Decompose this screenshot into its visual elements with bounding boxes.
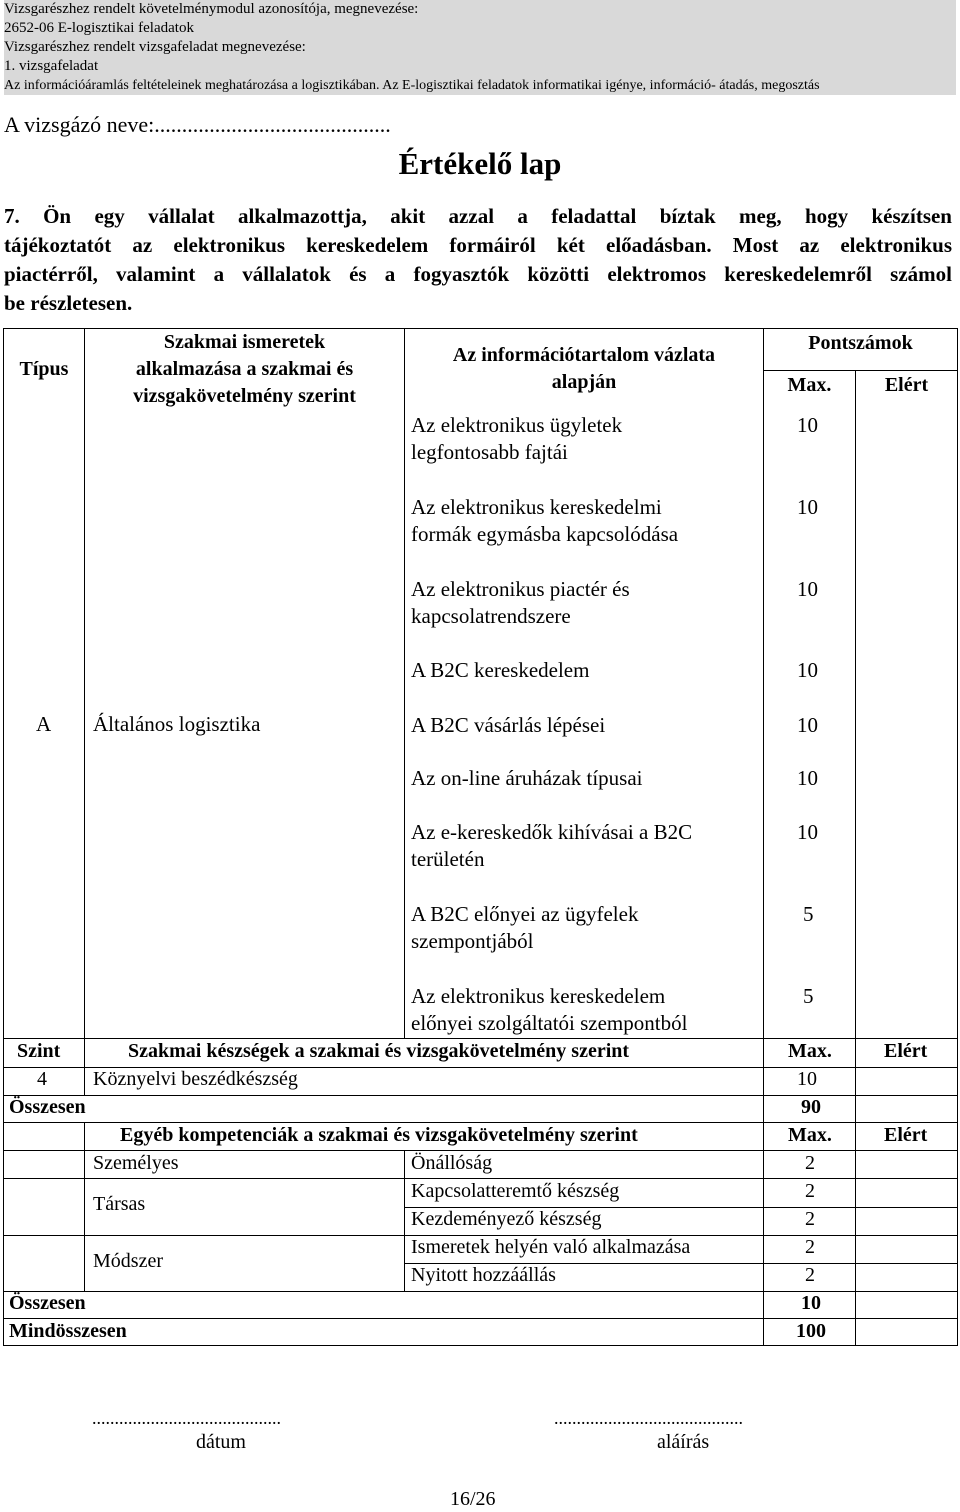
header-module-name: 2652-06 E-logisztikai feladatok bbox=[4, 19, 956, 38]
competence-achieved-header: Elért bbox=[884, 1124, 928, 1146]
header-module-label: Vizsgarészhez rendelt követelménymodul azonosítója, megnevezése: bbox=[4, 0, 956, 19]
header-text: vizsgakövetelmény szerint bbox=[133, 385, 356, 407]
header-text: Az információtartalom vázlata bbox=[452, 344, 716, 366]
competence-name: Ismeretek helyén való alkalmazása bbox=[411, 1236, 691, 1258]
list-item: Az e-kereskedők kihívásai a B2C területén bbox=[411, 820, 693, 871]
item-max-points: 10 bbox=[797, 820, 818, 844]
total-label: Összesen bbox=[9, 1292, 86, 1314]
competence-group: Módszer bbox=[93, 1250, 163, 1272]
list-item: Az elektronikus piactér és kapcsolatrendszere bbox=[411, 577, 630, 628]
header-task-title: Az információáramlás feltételeinek meghatározása a logisztikában. Az E-logisztikai feladatok informatikai igénye, információ- átadás, megosztás bbox=[4, 76, 956, 95]
list-item: A B2C kereskedelem bbox=[411, 658, 590, 682]
competence-heading: Egyéb kompetenciák a szakmai és vizsgakövetelmény szerint bbox=[120, 1124, 638, 1146]
competence-name: Nyitott hozzáállás bbox=[411, 1264, 556, 1286]
competence-group: Személyes bbox=[93, 1152, 179, 1174]
competence-name: Kapcsolatteremtő készség bbox=[411, 1180, 620, 1202]
list-item: A B2C előnyei az ügyfelek szempontjából bbox=[411, 902, 639, 953]
competence-max-header: Max. bbox=[788, 1124, 832, 1146]
list-item: Az elektronikus ügyletek legfontosabb fajtái bbox=[411, 413, 623, 464]
header-task-number: 1. vizsgafeladat bbox=[4, 57, 956, 76]
task-line: be részletesen. bbox=[4, 291, 133, 315]
list-item: A B2C vásárlás lépései bbox=[411, 713, 606, 737]
competence-max: 2 bbox=[805, 1236, 815, 1258]
column-header-points: Pontszámok bbox=[808, 332, 913, 354]
skills-max-value: 10 bbox=[797, 1068, 817, 1090]
column-header-knowledge bbox=[85, 329, 404, 410]
skills-max-header: Max. bbox=[788, 1040, 832, 1062]
page-number: 16/26 bbox=[450, 1488, 496, 1510]
competence-max: 2 bbox=[805, 1264, 815, 1286]
type-value: A bbox=[36, 712, 52, 736]
task-line: tájékoztatót az elektronikus kereskedelem formáiról két előadásban. Most az elektronikus bbox=[4, 233, 952, 257]
item-max-points: 10 bbox=[797, 713, 818, 737]
date-line: .......................................... bbox=[92, 1408, 281, 1428]
task-line: piactérről, valamint a vállalatok és a fogyasztók közötti elektromos kereskedelemről számol bbox=[4, 262, 952, 286]
header-text: alapján bbox=[551, 371, 617, 393]
column-header-max: Max. bbox=[787, 374, 832, 396]
item-max-points: 5 bbox=[803, 984, 814, 1008]
item-max-points: 10 bbox=[797, 658, 818, 682]
column-header-content bbox=[405, 342, 763, 396]
skills-level-value: 4 bbox=[37, 1068, 47, 1090]
header-text: Szakmai ismeretek bbox=[163, 331, 326, 353]
header-task-label: Vizsgarészhez rendelt vizsgafeladat megnevezése: bbox=[4, 38, 956, 57]
item-max-points: 10 bbox=[797, 577, 818, 601]
competence-max: 2 bbox=[805, 1180, 815, 1202]
skills-name: Köznyelvi beszédkészség bbox=[93, 1068, 298, 1090]
total-value: 90 bbox=[801, 1096, 821, 1118]
page-title: Értékelő lap bbox=[398, 146, 562, 181]
competence-group: Társas bbox=[93, 1193, 146, 1215]
task-line: 7. Ön egy vállalat alkalmazottja, akit azzal a feladattal bíztak meg, hogy készítsen bbox=[4, 204, 952, 228]
competence-max: 2 bbox=[805, 1152, 815, 1174]
grand-total-label: Mindösszesen bbox=[9, 1320, 127, 1342]
list-item: Az elektronikus kereskedelmi formák egymásba kapcsolódása bbox=[411, 495, 679, 546]
competence-name: Kezdeményező készség bbox=[411, 1208, 602, 1230]
list-item: Az elektronikus kereskedelem előnyei szolgáltatói szempontból bbox=[411, 984, 688, 1035]
grand-total-value: 100 bbox=[796, 1320, 826, 1342]
competence-max: 2 bbox=[805, 1208, 815, 1230]
total-label: Összesen bbox=[9, 1096, 86, 1118]
header-text: alkalmazása a szakmai és bbox=[135, 358, 354, 380]
item-max-points: 5 bbox=[803, 902, 814, 926]
list-item: Az on-line áruházak típusai bbox=[411, 766, 643, 790]
skills-achieved-header: Elért bbox=[884, 1040, 928, 1062]
total-value: 10 bbox=[801, 1292, 821, 1314]
skills-level-header: Szint bbox=[17, 1040, 61, 1062]
column-header-achieved: Elért bbox=[884, 374, 929, 396]
signature-label: aláírás bbox=[657, 1431, 710, 1453]
competence-name: Önállóság bbox=[411, 1152, 493, 1174]
signature-line: .......................................... bbox=[554, 1408, 743, 1428]
skills-heading: Szakmai készségek a szakmai és vizsgakövetelmény szerint bbox=[128, 1040, 630, 1062]
item-max-points: 10 bbox=[797, 413, 818, 437]
type-label: Általános logisztika bbox=[93, 712, 261, 736]
item-max-points: 10 bbox=[797, 495, 818, 519]
date-label: dátum bbox=[196, 1431, 246, 1453]
column-header-type: Típus bbox=[19, 358, 69, 380]
item-max-points: 10 bbox=[797, 766, 818, 790]
candidate-name-line: A vizsgázó neve:........................................... bbox=[4, 112, 391, 137]
